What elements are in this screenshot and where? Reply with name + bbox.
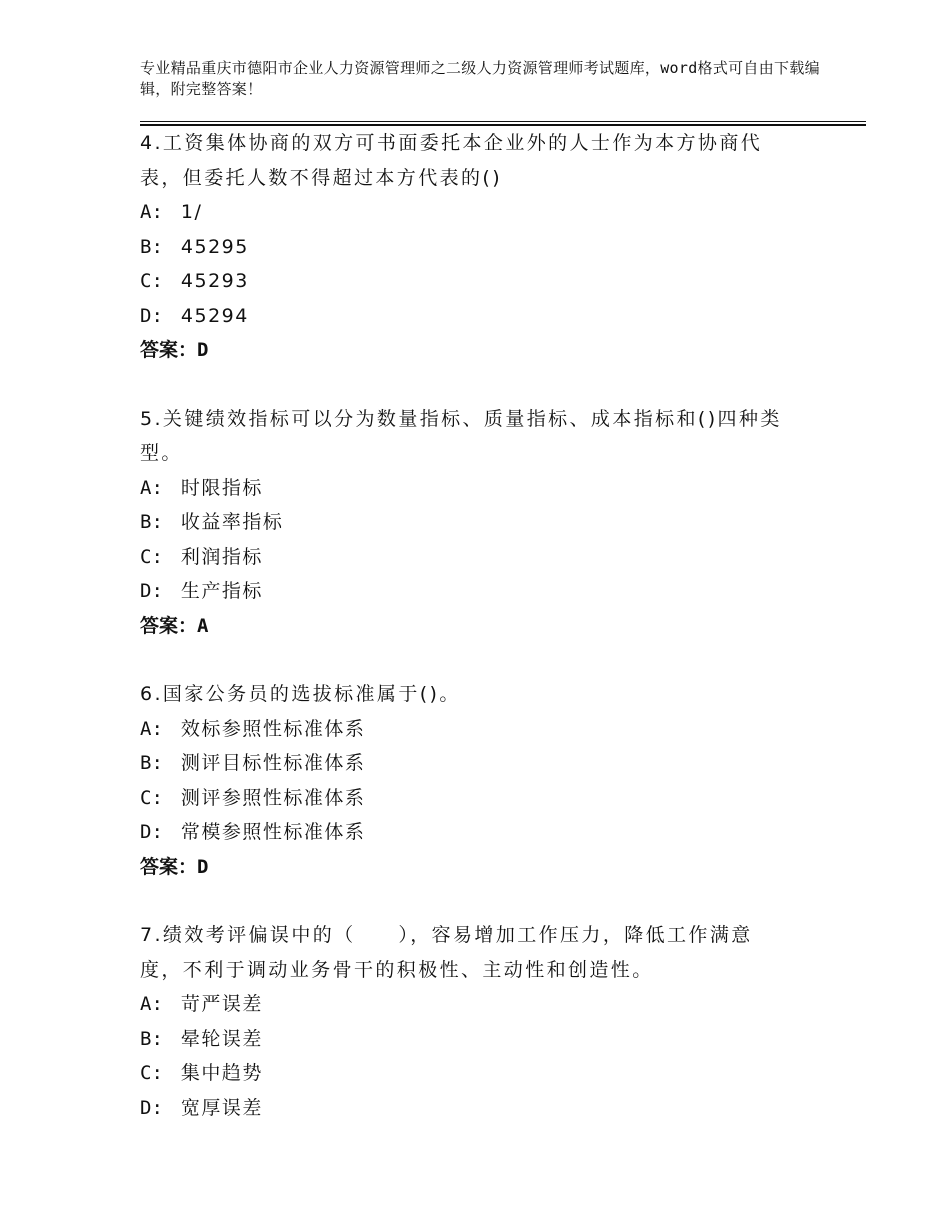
- header-divider-thin-line: [140, 121, 866, 122]
- option-c: [140, 264, 790, 299]
- option-b: [140, 1022, 790, 1057]
- option-text: 45293: [180, 270, 249, 292]
- option-d: [140, 574, 790, 609]
- question-item: [140, 126, 790, 368]
- option-text: 集中趋势: [180, 1062, 263, 1084]
- option-text: 生产指标: [180, 580, 263, 602]
- answer-value: D: [197, 339, 209, 361]
- option-letter: D:: [140, 304, 163, 327]
- option-b: [140, 746, 790, 781]
- option-c: [140, 540, 790, 575]
- option-text: 测评目标性标准体系: [180, 752, 366, 774]
- option-letter: C:: [140, 545, 163, 568]
- option-text: 效标参照性标准体系: [180, 717, 366, 740]
- option-b: [140, 505, 790, 540]
- option-text: 晕轮误差: [180, 1027, 263, 1050]
- option-text: 45295: [180, 235, 249, 258]
- answer-label: 答案：: [140, 614, 198, 637]
- option-letter: B:: [140, 235, 163, 258]
- question-item: [140, 677, 790, 884]
- option-a: [140, 712, 790, 747]
- option-letter: D:: [140, 580, 163, 602]
- option-d: [140, 299, 790, 334]
- option-text: 收益率指标: [180, 511, 284, 533]
- answer-value: A: [197, 614, 209, 637]
- option-text: 1/: [180, 201, 203, 223]
- answer-line: [140, 609, 790, 644]
- option-letter: D:: [140, 1096, 163, 1119]
- option-text: 宽厚误差: [180, 1096, 263, 1119]
- document-header: 专业精品重庆市德阳市企业人力资源管理师之二级人力资源管理师考试题库，word格式可自由下载编辑，附完整答案！: [140, 59, 820, 98]
- question-stem: 5.关键绩效指标可以分为数量指标、质量指标、成本指标和()四种类型。: [140, 407, 782, 464]
- option-a: [140, 987, 790, 1022]
- option-a: [140, 471, 790, 506]
- answer-line: [140, 333, 790, 368]
- option-letter: B:: [140, 511, 163, 533]
- option-text: 时限指标: [180, 476, 263, 499]
- question-stem: 6.国家公务员的选拔标准属于()。: [140, 683, 461, 705]
- question-list: [140, 126, 790, 1125]
- option-letter: B:: [140, 752, 163, 774]
- answer-label: 答案：: [140, 339, 198, 361]
- option-letter: C:: [140, 786, 163, 809]
- option-a: [140, 195, 790, 230]
- option-d: [140, 815, 790, 850]
- option-text: 测评参照性标准体系: [180, 786, 366, 809]
- question-stem: 7.绩效考评偏误中的（ ），容易增加工作压力，降低工作满意度，不利于调动业务骨干的积极性、主动性和创造性。: [140, 924, 753, 981]
- answer-line: [140, 850, 790, 885]
- answer-label: 答案：: [140, 855, 198, 878]
- option-text: 苛严误差: [180, 993, 263, 1015]
- option-text: 45294: [180, 304, 249, 327]
- option-letter: D:: [140, 821, 163, 843]
- option-d: [140, 1091, 790, 1126]
- option-text: 常模参照性标准体系: [180, 821, 366, 843]
- question-stem: 4.工资集体协商的双方可书面委托本企业外的人士作为本方协商代表，但委托人数不得超过本方代表的(): [140, 132, 763, 189]
- option-letter: B:: [140, 1027, 163, 1050]
- option-letter: C:: [140, 270, 163, 292]
- option-letter: A:: [140, 717, 163, 740]
- question-item: [140, 402, 790, 644]
- question-item: [140, 918, 790, 1125]
- option-letter: A:: [140, 201, 163, 223]
- option-letter: A:: [140, 476, 163, 499]
- option-b: [140, 230, 790, 265]
- option-letter: C:: [140, 1062, 163, 1084]
- option-letter: A:: [140, 993, 163, 1015]
- option-text: 利润指标: [180, 545, 263, 568]
- option-c: [140, 781, 790, 816]
- answer-value: D: [197, 855, 209, 878]
- option-c: [140, 1056, 790, 1091]
